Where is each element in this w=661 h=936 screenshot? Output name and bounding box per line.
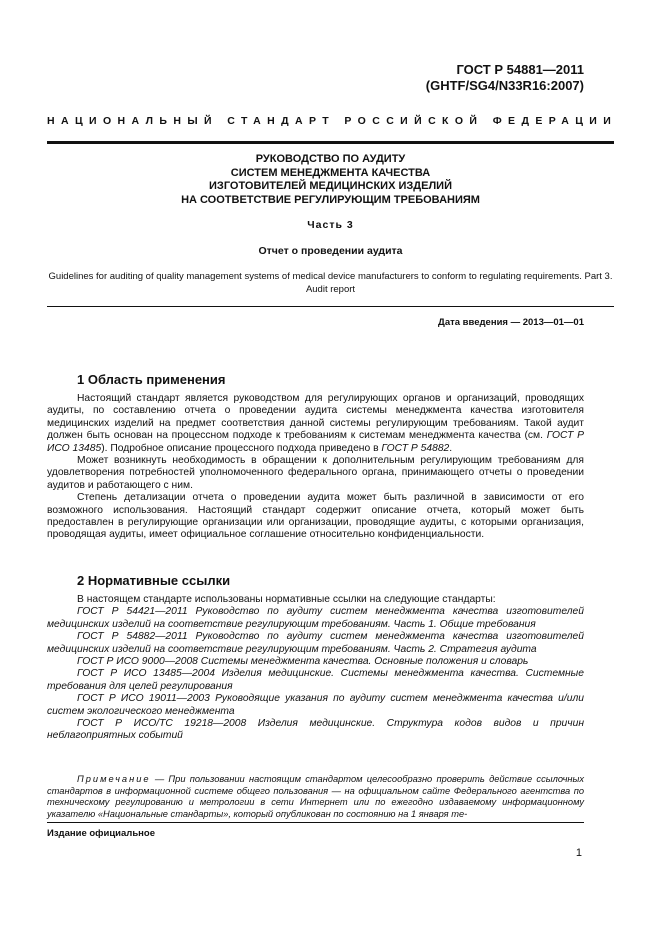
note-label: Примечание xyxy=(77,774,151,784)
part-number: Часть 3 xyxy=(307,219,354,231)
reference-item: ГОСТ Р 54882—2011 Руководство по аудиту систем менеджмента качества изготовителей медицинских изделий на соответствие регулирующим требованиям. Часть 2. Стратегия аудита xyxy=(47,631,584,655)
part-title: Отчет о проведении аудита xyxy=(258,245,403,257)
reference: ГОСТ Р ИСО 13485 xyxy=(47,430,584,454)
national-standard-banner: НАЦИОНАЛЬНЫЙ СТАНДАРТ РОССИЙСКОЙ ФЕДЕРАЦИИ xyxy=(47,115,618,127)
reference-item: ГОСТ Р 54421—2011 Руководство по аудиту систем менеджмента качества изготовителей медицинских изделий на соответствие регулирующим требованиям. Часть 1. Общие требования xyxy=(47,606,584,630)
section-1-heading: 1 Область применения xyxy=(77,372,226,387)
section-1-body xyxy=(47,393,584,542)
title-line: РУКОВОДСТВО ПО АУДИТУ xyxy=(255,153,406,165)
title-line: НА СООТВЕТСТВИЕ РЕГУЛИРУЮЩИМ ТРЕБОВАНИЯМ xyxy=(181,193,480,206)
reference-item: ГОСТ Р ИСО 9000—2008 Системы менеджмента качества. Основные положения и словарь xyxy=(77,656,529,668)
reference-item: ГОСТ Р ИСО 19011—2003 Руководящие указания по аудиту систем менеджмента качества и/или систем экологического менеджмента xyxy=(47,693,584,717)
document-title xyxy=(47,153,614,207)
page-number: 1 xyxy=(575,847,582,859)
paragraph: Настоящий стандарт является руководством для регулирующих органов и организаций, проводящих аудиты, по составлению отчета о проведении аудита системы менеджмента качества изготовителя медицинских изделий на предмет соответствия данной системы регулирующим требованиям. Такой аудит должен быть основан на процессном подходе к требованиям к системам менеджмента качества (см. ГОСТ Р ИСО 13485). Подробное описание процессного подхода приведено в ГОСТ Р 54882. xyxy=(47,393,584,454)
standard-code: ГОСТ Р 54881—2011 xyxy=(456,62,584,77)
title-line: ИЗГОТОВИТЕЛЕЙ МЕДИЦИНСКИХ ИЗДЕЛИЙ xyxy=(209,180,452,192)
paragraph: Может возникнуть необходимость в обращении к дополнительным регулирующим требованиям для удовлетворения потребностей уполномоченного федерального органа, принимающего отчеты о проведении аудитов и работающего с ним. xyxy=(47,455,584,491)
references-intro: В настоящем стандарте использованы нормативные ссылки на следующие стандарты: xyxy=(77,594,496,605)
standard-code-block xyxy=(426,62,584,94)
official-edition: Издание официальное xyxy=(47,828,155,839)
title-line: СИСТЕМ МЕНЕДЖМЕНТА КАЧЕСТВА xyxy=(230,166,431,179)
header-rule xyxy=(47,141,614,144)
reference-item: ГОСТ Р ИСО/ТС 19218—2008 Изделия медицинские. Структура кодов видов и причин неблагоприятных событий xyxy=(47,718,584,742)
effective-date: Дата введения — 2013—01—01 xyxy=(438,317,584,328)
english-title: Guidelines for auditing of quality management systems of medical device manufacturers to conform to regulating requirements. Part 3. Audit report xyxy=(48,271,613,295)
section-2-heading: 2 Нормативные ссылки xyxy=(77,573,231,588)
reference-item: ГОСТ Р ИСО 13485—2004 Изделия медицинские. Системы менеджмента качества. Системные требования для целей регулирования xyxy=(47,668,584,692)
note xyxy=(47,774,584,820)
reference: ГОСТ Р 54882 xyxy=(381,442,450,454)
note-text: — При пользовании настоящим стандартом целесообразно проверить действие ссылочных стандартов в информационной системе общего пользования — на официальном сайте Федерального агентства по техническому регулированию и метрологии в сети Интернет или по ежегодно издаваемому информационному указателю «Национальные стандарты», который опубликован по состоянию на 1 января те- xyxy=(47,774,584,819)
normative-references xyxy=(47,594,584,743)
footer-rule xyxy=(47,822,584,823)
title-rule xyxy=(47,306,614,307)
paragraph: Степень детализации отчета о проведении аудита может быть различной в зависимости от его возможного использования. Настоящий стандарт содержит описание отчета, который может быть предоставлен в регулирующие организации или организации, проводящие аудиты, с которыми организация, проводящая аудиты, имеет официальное соглашение относительно конфиденциальности. xyxy=(47,492,584,541)
ghtf-code: (GHTF/SG4/N33R16:2007) xyxy=(425,78,584,93)
